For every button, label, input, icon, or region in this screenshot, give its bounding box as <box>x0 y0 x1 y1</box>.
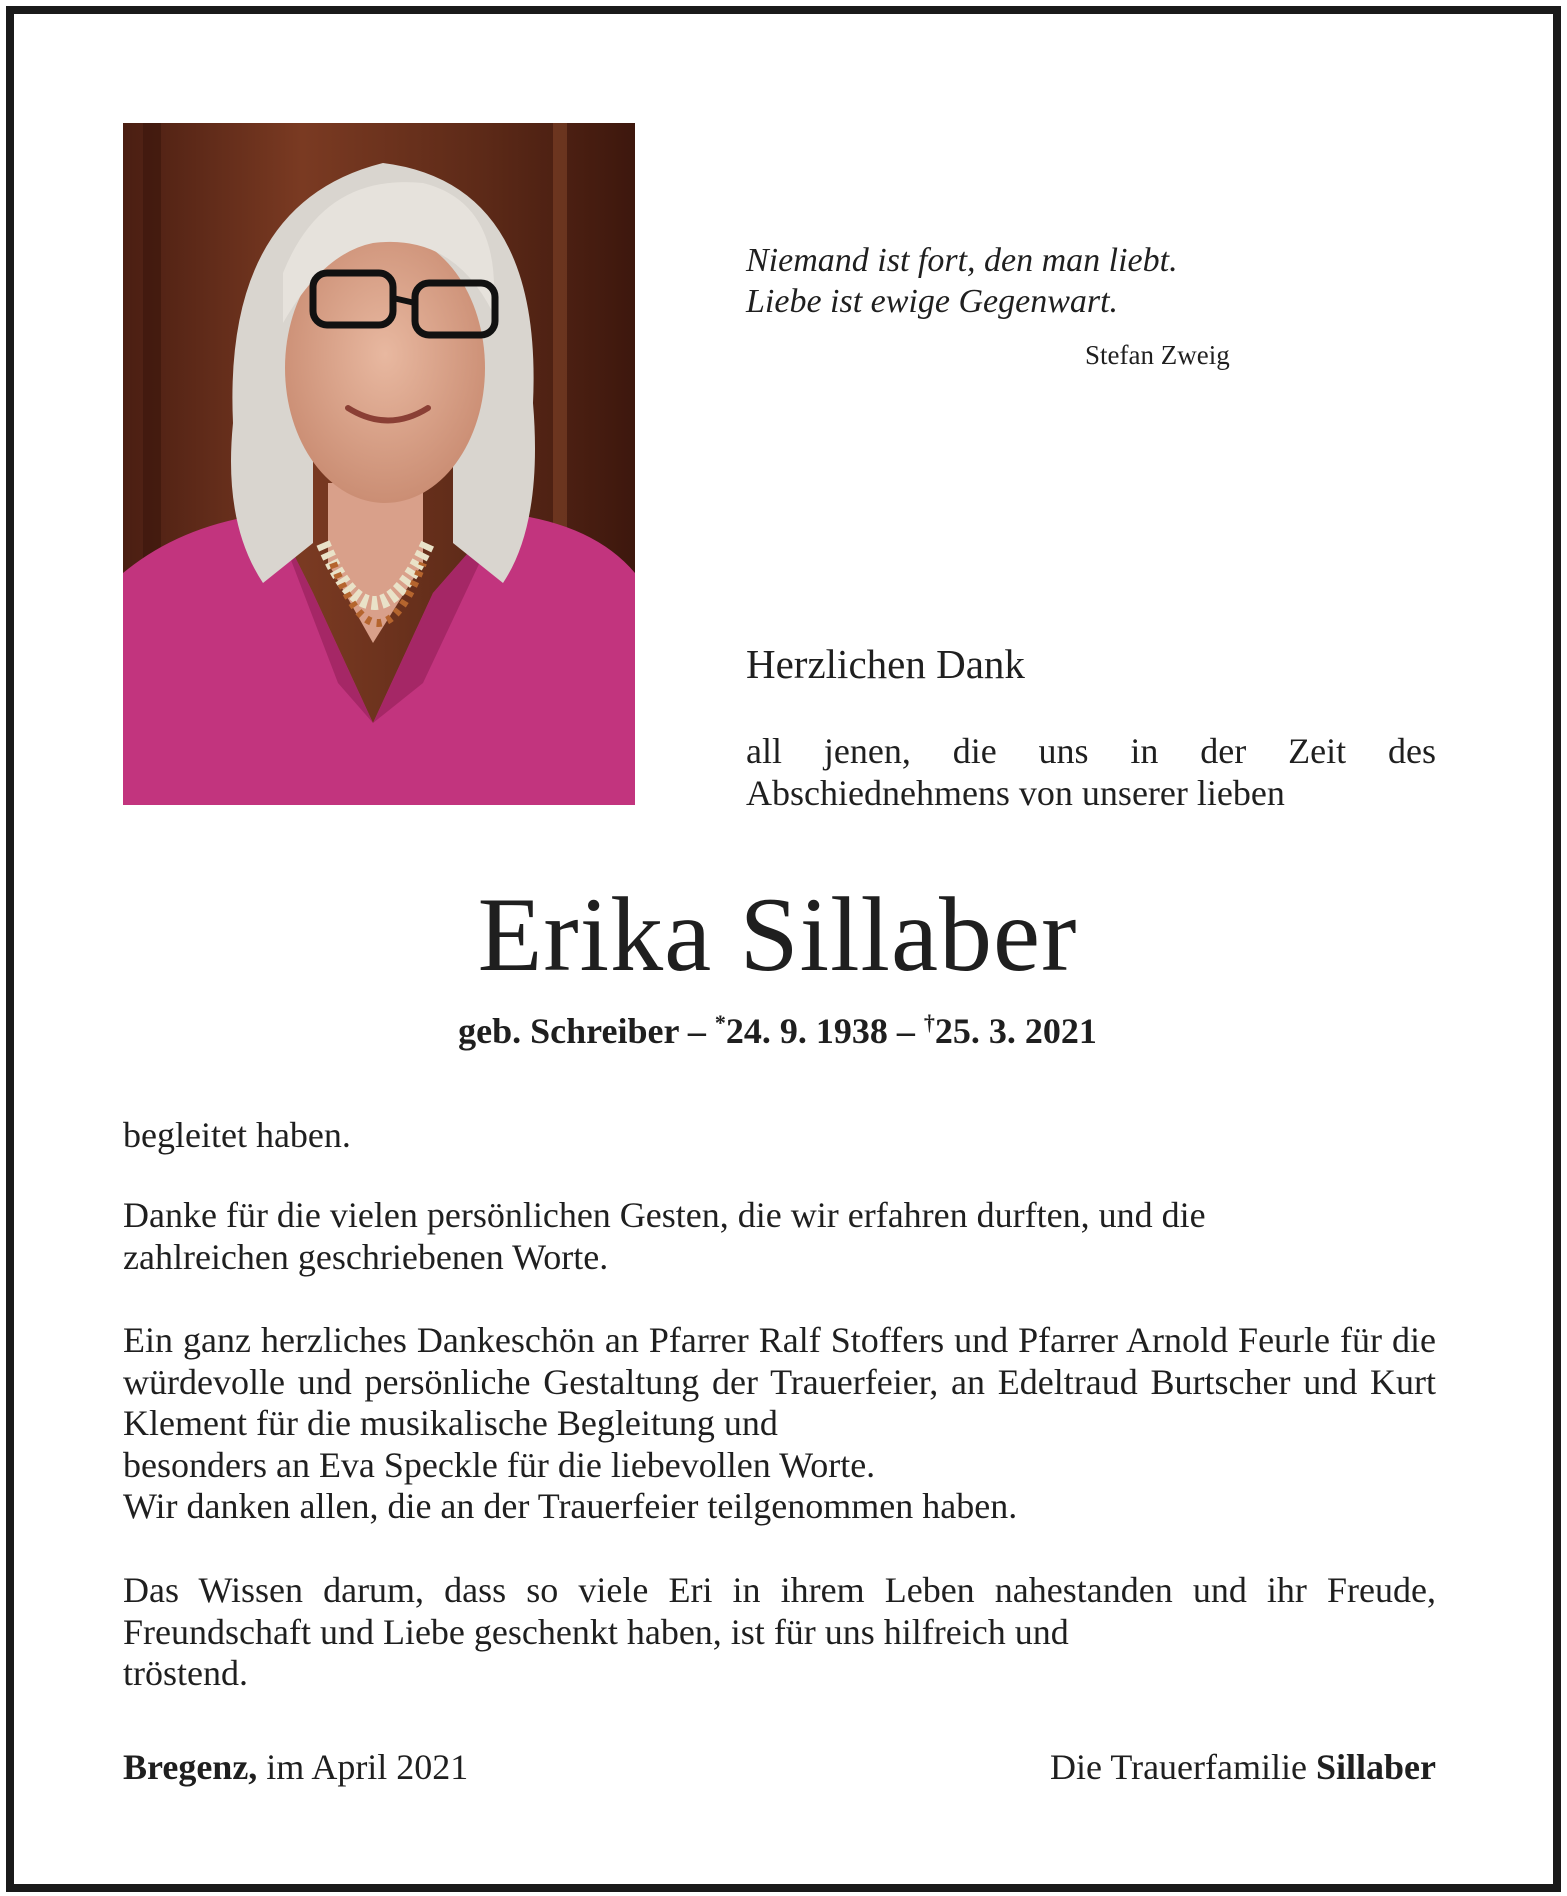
thanks-title: Herzlichen Dank <box>746 641 1025 687</box>
place: Bregenz, <box>123 1747 258 1787</box>
quote-line-1: Niemand ist fort, den man liebt. <box>746 242 1178 279</box>
birth-symbol: * <box>714 1010 726 1035</box>
quote-line-2: Liebe ist ewige Gegenwart. <box>746 283 1119 320</box>
body-paragraph-3 <box>123 1320 1436 1528</box>
thanks-line-1: all jenen, die uns in der Zeit des <box>746 731 1436 771</box>
thanks-intro <box>746 730 1436 814</box>
body-paragraph-3-line-2: Wir danken allen, die an der Trauerfeier teilgenommen haben. <box>123 1486 1018 1526</box>
quote <box>746 240 1266 322</box>
family-name: Sillaber <box>1315 1747 1436 1787</box>
death-symbol: † <box>923 1010 935 1035</box>
maiden-name: geb. Schreiber <box>458 1011 679 1051</box>
family-prefix: Die Trauerfamilie <box>1050 1747 1307 1787</box>
place-date <box>123 1746 468 1788</box>
signature-family <box>1050 1746 1436 1788</box>
birth-date: 24. 9. 1938 <box>725 1011 888 1051</box>
body-paragraph-4-last-line: tröstend. <box>123 1653 248 1693</box>
date: im April 2021 <box>266 1747 469 1787</box>
portrait-illustration <box>123 123 635 805</box>
body-paragraph-2 <box>123 1195 1436 1278</box>
portrait-photo <box>123 123 635 805</box>
body-paragraph-2-line-1: Danke für die vielen persönlichen Gesten, die wir erfahren durften, und die <box>123 1195 1206 1235</box>
deceased-name: Erika Sillaber <box>477 876 1078 993</box>
body-paragraph-4 <box>123 1570 1436 1695</box>
death-date: 25. 3. 2021 <box>934 1011 1097 1051</box>
body-paragraph-3-text <box>123 1320 1436 1486</box>
body-paragraph-4-text <box>123 1570 1436 1695</box>
thanks-line-2: Abschiednehmens von unserer lieben <box>746 773 1285 813</box>
quote-author: Stefan Zweig <box>1085 340 1230 370</box>
body-paragraph-4-justified: Das Wissen darum, dass so viele Eri in ihrem Leben nahestanden und ihr Freude, Freundschaft und Liebe geschenkt haben, ist für uns hilfreich und <box>123 1570 1436 1652</box>
body-paragraph-3-last-line: besonders an Eva Speckle für die liebevollen Worte. <box>123 1444 876 1485</box>
body-paragraph-1: begleitet haben. <box>123 1115 351 1155</box>
body-paragraph-2-line-2: zahlreichen geschriebenen Worte. <box>123 1236 609 1277</box>
deceased-dates: geb. Schreiber – *24. 9. 1938 – †25. 3. 2021 <box>458 1010 1097 1051</box>
body-paragraph-3-justified: Ein ganz herzliches Dankeschön an Pfarrer Ralf Stoffers und Pfarrer Arnold Feurle für die würdevolle und persönliche Gestaltung der Trauerfeier, an Edeltraud Burtscher und Kurt Klement für die musikalische Begleitung und <box>123 1320 1436 1443</box>
